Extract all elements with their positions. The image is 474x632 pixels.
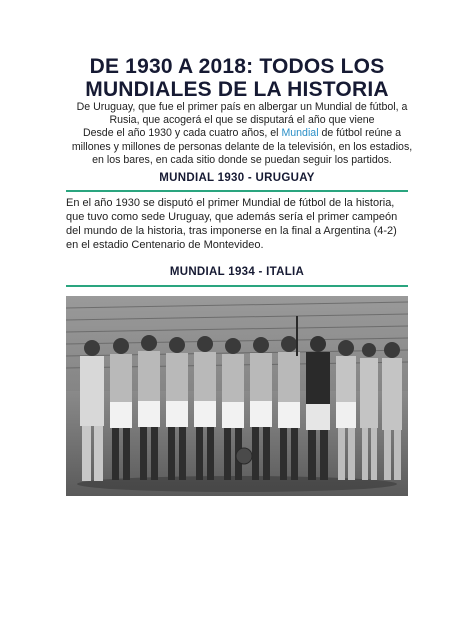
- intro-line-2: [66, 127, 418, 167]
- section-divider-1934: [66, 285, 408, 287]
- team-photo-1934: [66, 296, 408, 496]
- document-title: DE 1930 A 2018: TODOS LOS MUNDIALES DE LA HISTORIA: [85, 55, 389, 101]
- section-heading-1930: MUNDIAL 1930 - URUGUAY: [159, 172, 315, 184]
- intro-line-2-start: Desde el año 1930 y cada cuatro años, el: [82, 127, 282, 140]
- mundial-link[interactable]: Mundial: [281, 127, 319, 140]
- section-divider-1930: [66, 190, 408, 192]
- section-heading-1934: MUNDIAL 1934 - ITALIA: [169, 266, 305, 278]
- intro-line-2-end: de fútbol reúne a millones y millones de personas delante de la televisión, en los estadios, en los bares, en cada sitio donde se puedan seguir los partidos.: [71, 127, 413, 166]
- section-text-1930: En el año 1930 se disputó el primer Mundial de fútbol de la historia, que tuvo como sede Uruguay, que además sería el primer campeón del mundo de la historia, tras imponerse en la final a Argentina (4-2) en el estadio Centenario de Montevideo.: [66, 197, 398, 251]
- intro-paragraph: [66, 101, 418, 167]
- intro-line-1: De Uruguay, que fue el primer país en albergar un Mundial de fútbol, a Rusia, que acogerá el que se disputará el año que viene: [76, 101, 408, 127]
- team-photo-graphic: [66, 296, 408, 496]
